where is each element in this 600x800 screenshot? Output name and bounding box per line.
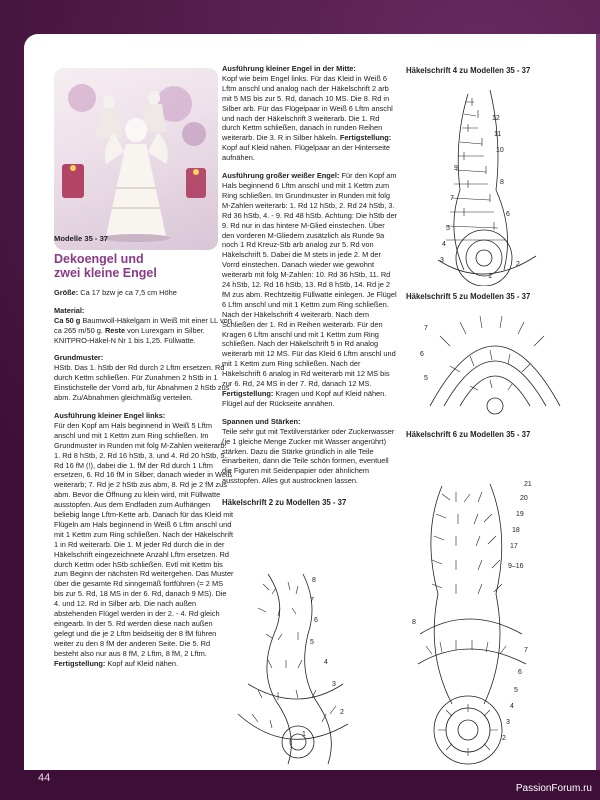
- material-text-2: von Lurexgarn in Silber. KNITPRO-Häkel-N Nr 1 bis 1,25. Füllwatte.: [54, 325, 205, 345]
- d2-label-5: 5: [310, 639, 314, 646]
- d6-label-20: 20: [520, 495, 528, 502]
- crochet-diagram-6: [412, 474, 562, 770]
- spannen-label: Spannen und Stärken:: [222, 416, 301, 426]
- angels-illustration: [54, 68, 218, 250]
- d2-label-1: 1: [302, 731, 306, 738]
- d4-label-11: 11: [494, 131, 502, 138]
- kleiner-mitte-label: Ausführung kleiner Engel in der Mitte:: [222, 64, 356, 73]
- kleiner-links-paragraph: [54, 411, 234, 669]
- d2-label-3: 3: [332, 681, 336, 688]
- d4-label-6: 6: [506, 211, 510, 218]
- material-label: Material:: [54, 305, 85, 315]
- grosser-fertig-label: Fertigstellung:: [222, 389, 274, 398]
- page-number: 44: [38, 772, 51, 784]
- spannen-text: Teile sehr gut mit Textilverstärker oder Zuckerwasser (je 1 gleiche Menge Zucker mit Wasser angerührt) stärken. Dazu die Stärke gründlich in alle Teile einarbeiten, dann die Teile schön formen, eventuell die Figuren mit Seidenpapier oder ähnlichem ausstopfen. Alles gut austrocknen lassen.: [222, 426, 395, 486]
- d4-label-12: 12: [492, 115, 500, 122]
- d2-label-6: 6: [314, 617, 318, 624]
- d6-label-7: 7: [524, 647, 528, 654]
- spannen-paragraph: [222, 417, 398, 486]
- d4-label-5: 5: [446, 225, 450, 232]
- d6-label-8: 8: [412, 619, 416, 626]
- d6-label-21: 21: [524, 481, 532, 488]
- crochet-diagram-4: [424, 80, 554, 286]
- kleiner-mitte-fertig-label: Fertigstellung:: [339, 133, 392, 143]
- material-paragraph: [54, 306, 234, 346]
- kleiner-links-fertig-label: Fertigstellung:: [54, 658, 106, 668]
- d6-label-19: 19: [516, 511, 524, 518]
- size-text: Ca 17 bzw je ca 7,5 cm Höhe: [80, 287, 177, 297]
- diagram-6-title: Häkelschrift 6 zu Modellen 35 - 37: [406, 430, 531, 439]
- d4-label-2: 2: [516, 261, 520, 268]
- d4-label-3: 3: [440, 257, 444, 264]
- grundmuster-label: Grundmuster:: [54, 353, 104, 363]
- article-title: [54, 252, 234, 280]
- right-accent-bar: [596, 34, 600, 770]
- d6-label-4: 4: [510, 703, 514, 710]
- watermark: PassionForum.ru: [515, 783, 592, 794]
- kleiner-links-text: Für den Kopf am Hals beginnend in Weiß 5 Lftm anschl und mit 1 Kettm zum Ring schließen. Im Grundmuster in Runden mit folg M-Zahlen weiterarb: 1. Rd 8 hStb, 2. Rd 16 hStb, 3. und 4. Rd 20 hStb, 5. Rd 16 fM (!), dabei die 1. fM der Rd durch 1 Lftm ersetzen, 6. Rd 16 fM in Silber, danach wieder in Weiß weiterarb; 7. Rd je 2 hStb zus abm, 8. Rd je 2 fM zus abm. Bevor die Öffnung zu klein wird, mit Füllwatte ausstopfen. Aus dem Endfaden zum Aufhängen beliebig lange Lftm-Kette arb. Danach für das Kleid mit Flügeln am Hals beginnend in Weiß 6 Lftm anschl und mit 1 Kettm zum Ring schließen. Nach der Häkelschrift 1 in Rd weiterarb. Die 1. M jeder Rd durch die in der Häkelschrift eingezeichnete Anzahl Lftm ersetzen. Rd durch Kettm oder hStb schließen. Evtl mit Kettm bis zum Beginn der nächsten Rd weitergehen. Das Muster über die gesamte Rd sinngemäß fortführen (= 2 MS bis zur 5. Rd, 18 MS in der 6. Rd, danach 9 MS). Die 4. und 12. Rd in Silber arb. Die nach außen abstehenden Flügel werden in der 2. - 4. Rd gleich eingearb. In der 5. Rd werden diese nach außen gelegt und die je 2 Lftm beidseitig der 8 fM führen weiter zu den 8 fM der anderen Seite. Die 5. Rd besteht also nur aus 8 fM, 2 Lftm, 8 fM, 2 Lftm.: [54, 420, 234, 658]
- d6-label-2: 2: [502, 735, 506, 742]
- d6-label-6: 6: [518, 669, 522, 676]
- kleiner-mitte-paragraph: [222, 64, 398, 163]
- diagram-5-title: Häkelschrift 5 zu Modellen 35 - 37: [406, 292, 531, 301]
- angels-photo: [54, 68, 218, 250]
- d2-label-2: 2: [340, 709, 344, 716]
- d6-label-18: 18: [512, 527, 520, 534]
- grundmuster-paragraph: [54, 353, 234, 403]
- d6-label-3: 3: [506, 719, 510, 726]
- d5-label-6: 6: [420, 351, 424, 358]
- grundmuster-text: HStb. Das 1. hStb der Rd durch 2 Lftm ersetzen. Rd durch Kettm schließen. Für Zunahmen 2 hStb in 1 Einstichstelle der Vorrd arb, für Abnahmen 2 hStb zus abm. Zu/Abnahmen gleichmäßig verteilen.: [54, 363, 230, 403]
- size-label: Größe:: [54, 287, 79, 297]
- d4-label-1: 1: [488, 273, 492, 280]
- grosser-fertig-text: Kragen und Kopf auf Kleid nähen. Flügel auf der Rückseite annähen.: [222, 389, 387, 408]
- diagram-2-title: Häkelschrift 2 zu Modellen 35 - 37: [222, 498, 347, 508]
- grosser-paragraph: [222, 171, 398, 409]
- grosser-label: Ausführung großer weißer Engel:: [222, 171, 340, 181]
- size-paragraph: [54, 288, 234, 298]
- column-left: [54, 234, 234, 669]
- title-line-1: Dekoengel und: [54, 251, 144, 266]
- d4-label-7: 7: [450, 195, 454, 202]
- d4-label-8: 8: [500, 179, 504, 186]
- d2-label-4: 4: [324, 659, 328, 666]
- d6-label-17: 17: [510, 543, 518, 550]
- d5-label-7: 7: [424, 325, 428, 332]
- kleiner-mitte-text: Kopf wie beim Engel links. Für das Kleid in Weiß 6 Lftm anschl und analog nach der Häkelschrift 2 arb mit 5 MS bis zur 5. Rd, danach 10 MS. Die 8. Rd in Silber arb. Für das Flügelpaar in Weiß 6 Lftm anschl und nach der Häkelschrift 3 weiterarb. Die 1. Rd durch Kettm schließen, danach in runden Reihen weiterarb. Die 3. R in Silber häkeln.: [222, 73, 393, 143]
- models-label: Modelle 35 - 37: [54, 234, 109, 243]
- d4-label-10: 10: [496, 147, 504, 154]
- crochet-diagram-2: [228, 564, 378, 770]
- d2-label-7: 7: [310, 597, 314, 604]
- d6-label-9-16: 9–16: [508, 563, 524, 570]
- d2-label-8: 8: [312, 577, 316, 584]
- kleiner-mitte-fertig-text: Kopf auf Kleid nähen. Flügelpaar an der Hinterseite aufnähen.: [222, 143, 391, 163]
- title-line-2: zwei kleine Engel: [54, 265, 157, 280]
- diagram-4-title: Häkelschrift 4 zu Modellen 35 - 37: [406, 66, 531, 75]
- magazine-page: [24, 34, 600, 770]
- d5-label-5: 5: [424, 375, 428, 382]
- d6-label-5: 5: [514, 687, 518, 694]
- d4-label-9: 9: [454, 165, 458, 172]
- kleiner-links-label: Ausführung kleiner Engel links:: [54, 410, 166, 420]
- kleiner-links-fertig-text: Kopf auf Kleid nähen.: [105, 658, 179, 668]
- material-rest: Reste: [104, 325, 126, 335]
- crochet-diagram-5: [420, 306, 570, 424]
- material-amount: Ca 50 g: [54, 315, 81, 325]
- grosser-text: Für den Kopf am Hals beginnend 6 Lftm anschl und mit 1 Kettm zum Ring schließen. Im Grundmuster in Runden mit folg M-Zahlen weiterarb: 1. Rd 12 hStb, 2. Rd 24 hStb, 3. Rd 36 hStb, 4. - 9. Rd 48 hStb. Achtung: Die hStb der 9. Rd nur in das hintere M-Glied einstechen. Über den vorderen M-Gliedern zusätzlich als Runde 9a noch 1 Rd Kreuz-Stb arb analog zur 5. Rd von Häkelschrift 5. Dabei die M stets in jede 2. M der Vorrd einstechen. Danach wieder wie gewohnt weiterarb mit folg M-Zahlen: 10. Rd 36 hStb, 11. Rd 24 hStb, 12. Rd 16 hStb, 13. Rd 8 hStb, 14. Rd je 2 fM zus abm. Rechtzeitig Füllwatte einlegen. Je Flügel 6 Lftm anschl und mit 1 Kettm zum Ring schließen. Nach der Häkelschrift 4 weiterarb. Nach dem Schließen der 1. Rd in Reihen weiterarb. Für den Kragen 6 Lftm anschl und mit 1 Kettm zum Ring schließen. Nach der Häkelschrift 5 in Rd analog weiterarb mit 12 MS. Für das Kleid 6 Lftm anschl und mit 1 Kettm zum Ring schließen. Nach der Häkelschrift 6 analog in Rd weiterarb mit 12 MS bis zur 6. Rd, 24 MS in der 7. Rd, danach 12 MS.: [222, 171, 398, 389]
- material-text-1: Baumwoll-Häkelgarn in Weiß mit einer LL von ca 265 m/50 g.: [54, 315, 232, 335]
- d4-label-4: 4: [442, 241, 446, 248]
- column-middle: [222, 64, 398, 508]
